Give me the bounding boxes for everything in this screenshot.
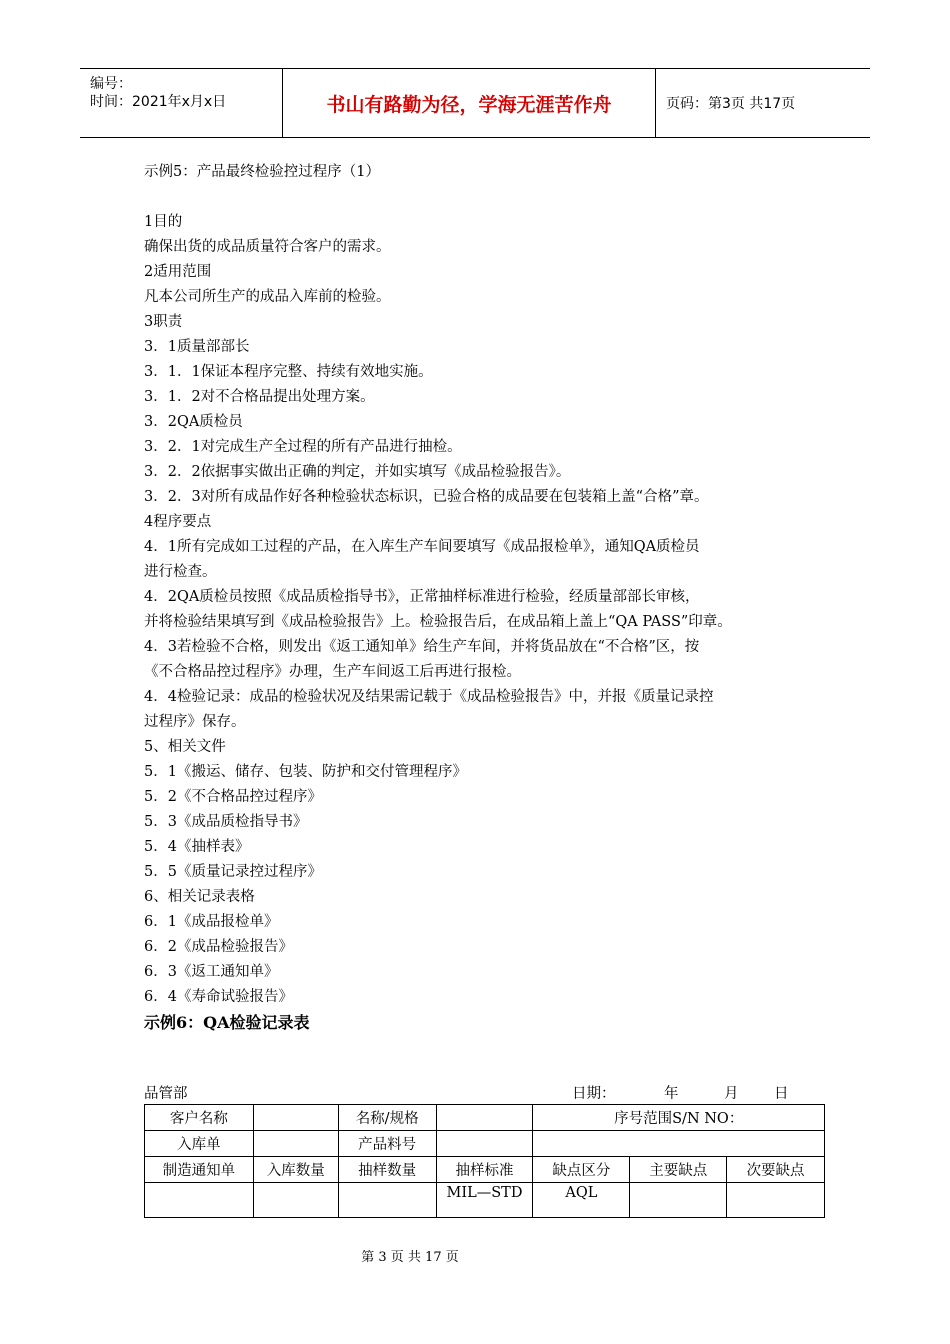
table-cell: 抽样标准 [436, 1157, 533, 1183]
header-page-label: 页码：第3页 共17页 [666, 96, 796, 112]
table-cell: AQL [533, 1183, 630, 1218]
qa-record-table [144, 1104, 825, 1218]
table-cell [630, 1183, 727, 1218]
document-number-label: 编号： [90, 76, 132, 92]
text-line: 3．1．1保证本程序完整、持续有效地实施。 [144, 364, 433, 380]
table-cell: 产品料号 [338, 1131, 436, 1157]
table-cell: 客户名称 [145, 1105, 254, 1131]
text-line: 6．4《寿命试验报告》 [144, 989, 293, 1005]
text-line: 4．2QA质检员按照《成品质检指导书》，正常抽样标准进行检验，经质量部部长审核， [144, 589, 700, 605]
table-row [145, 1131, 825, 1157]
document-body [144, 160, 824, 1038]
table-row [145, 1157, 825, 1183]
text-line: 4．4检验记录：成品的检验状况及结果需记载于《成品检验报告》中，并报《质量记录控 [144, 689, 714, 705]
text-line: 3职责 [144, 314, 183, 330]
table-cell: 制造通知单 [145, 1157, 254, 1183]
table-cell [338, 1183, 436, 1218]
table-cell [145, 1183, 254, 1218]
text-line: 3．2．2依据事实做出正确的判定，并如实填写《成品检验报告》。 [144, 464, 571, 480]
text-line: 6．3《返工通知单》 [144, 964, 279, 980]
text-line: 3．1．2对不合格品提出处理方案。 [144, 389, 375, 405]
section-title: 示例6：QA检验记录表 [144, 1013, 310, 1032]
text-line: 进行检查。 [144, 564, 217, 580]
form-meta [144, 1082, 824, 1104]
text-line: 并将检验结果填写到《成品检验报告》上。检验报告后，在成品箱上盖上“QA PASS”印章。 [144, 614, 732, 630]
text-line: 1目的 [144, 214, 183, 230]
page-footer: 第 3 页 共 17 页 [361, 1250, 459, 1265]
text-line: 6．2《成品检验报告》 [144, 939, 293, 955]
table-cell [533, 1131, 825, 1157]
text-line: 5．4《抽样表》 [144, 839, 250, 855]
text-line: 5．3《成品质检指导书》 [144, 814, 308, 830]
text-line: 6、相关记录表格 [144, 889, 255, 905]
text-line: 3．2．1对完成生产全过程的所有产品进行抽检。 [144, 439, 462, 455]
text-line: 5．2《不合格品控过程序》 [144, 789, 322, 805]
table-cell [436, 1131, 533, 1157]
text-line: 5．5《质量记录控过程序》 [144, 864, 322, 880]
table-cell [253, 1183, 338, 1218]
table-cell: 缺点区分 [533, 1157, 630, 1183]
day-label: 日 [774, 1086, 789, 1102]
year-label: 年 [664, 1086, 679, 1102]
table-cell: 抽样数量 [338, 1157, 436, 1183]
text-line: 3．2．3对所有成品作好各种检验状态标识，已验合格的成品要在包装箱上盖“合格”章。 [144, 489, 709, 505]
text-line: 过程序》保存。 [144, 714, 246, 730]
document-time-label: 时间：2021年x月x日 [90, 94, 227, 110]
table-cell: 名称/规格 [338, 1105, 436, 1131]
text-line: 3．1质量部部长 [144, 339, 250, 355]
text-line: 4．3若检验不合格，则发出《返工通知单》给生产车间，并将货品放在“不合格”区，按 [144, 639, 700, 655]
text-line: 《不合格品控过程序》办理，生产车间返工后再进行报检。 [144, 664, 521, 680]
header-info [80, 69, 283, 137]
text-line: 5、相关文件 [144, 739, 226, 755]
table-cell [253, 1131, 338, 1157]
text-line [144, 185, 824, 210]
text-line: 4程序要点 [144, 514, 212, 530]
header-motto: 书山有路勤为径，学海无涯苦作舟 [283, 69, 656, 137]
text-line: 6．1《成品报检单》 [144, 914, 279, 930]
table-cell: 入库数量 [253, 1157, 338, 1183]
table-cell: 序号范围S/N NO： [533, 1105, 825, 1131]
table-cell [253, 1105, 338, 1131]
page-header [80, 68, 870, 138]
month-label: 月 [724, 1086, 739, 1102]
table-row [145, 1183, 825, 1218]
text-line: 2适用范围 [144, 264, 212, 280]
text-line: 5．1《搬运、储存、包装、防护和交付管理程序》 [144, 764, 467, 780]
table-row [145, 1105, 825, 1131]
text-line: 3．2QA质检员 [144, 414, 243, 430]
table-cell: 次要缺点 [727, 1157, 825, 1183]
table-cell [436, 1105, 533, 1131]
text-line: 确保出货的成品质量符合客户的需求。 [144, 239, 391, 255]
table-cell: MIL—STD [436, 1183, 533, 1218]
text-line: 示例5：产品最终检验控过程序（1） [144, 164, 380, 180]
table-cell: 入库单 [145, 1131, 254, 1157]
table-cell [727, 1183, 825, 1218]
date-label: 日期： [572, 1086, 616, 1102]
dept-label: 品管部 [144, 1086, 188, 1102]
text-line: 凡本公司所生产的成品入库前的检验。 [144, 289, 391, 305]
text-line: 4．1所有完成如工过程的产品，在入库生产车间要填写《成品报检单》，通知QA质检员 [144, 539, 700, 555]
table-cell: 主要缺点 [630, 1157, 727, 1183]
